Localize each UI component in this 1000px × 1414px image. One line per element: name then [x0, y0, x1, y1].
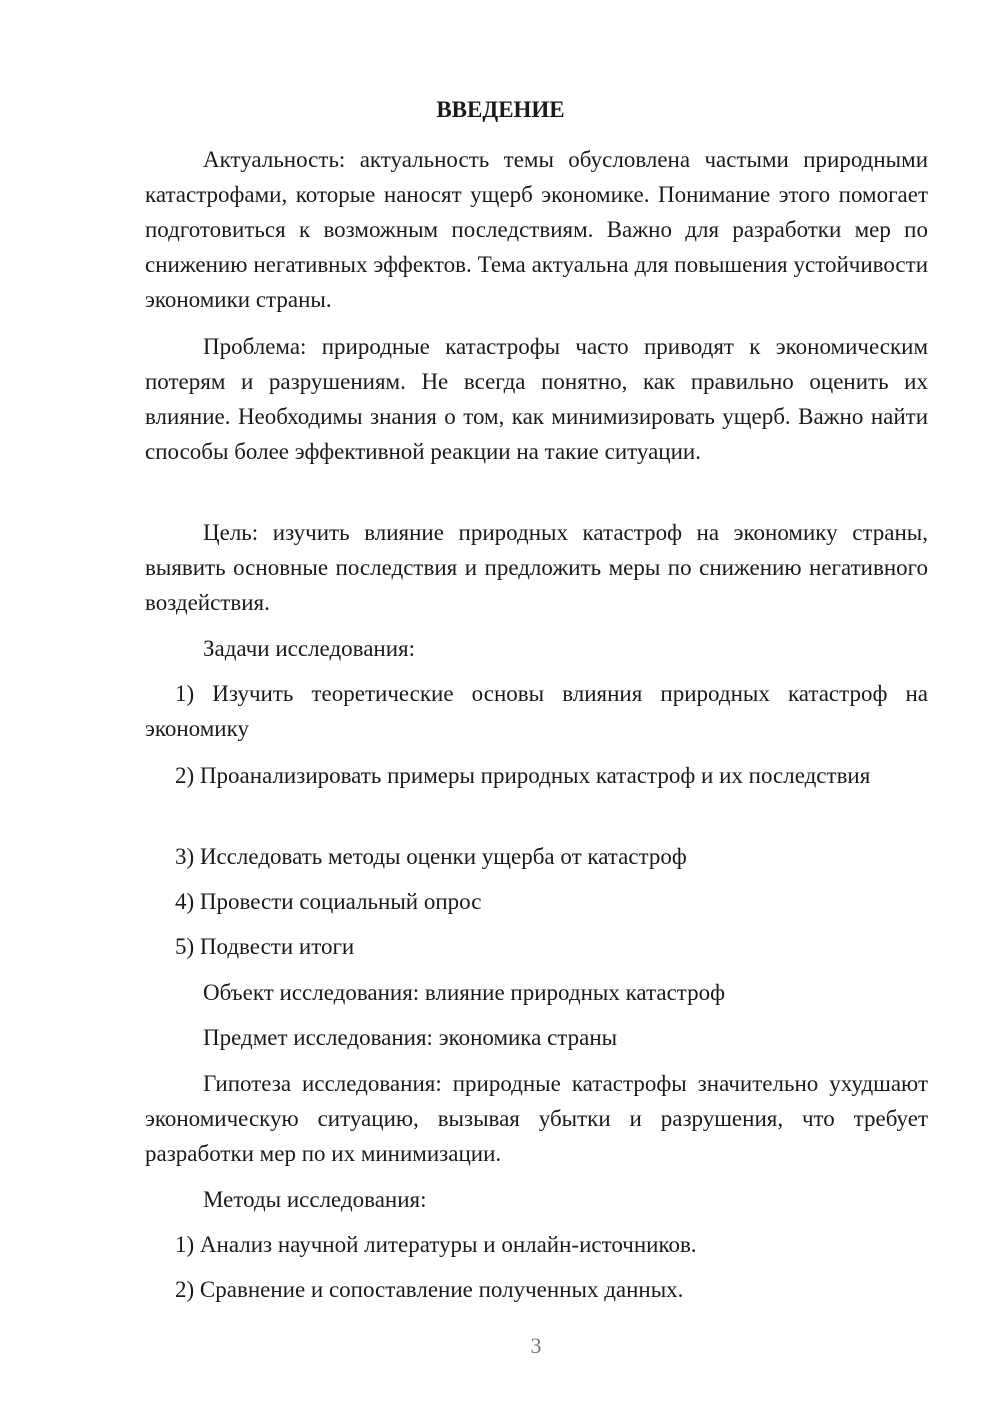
- task-item-2: 2) Проанализировать примеры природных катастроф и их последствия: [175, 763, 871, 788]
- page-title: ВВЕДЕНИЕ: [436, 97, 565, 122]
- hypothesis-paragraph: Гипотеза исследования: природные катастрофы значительно ухудшают экономическую ситуацию, вызывая убытки и разрушения, что требует разработки мер по их минимизации.: [145, 1071, 928, 1166]
- goal-paragraph: Цель: изучить влияние природных катастроф на экономику страны, выявить основные последствия и предложить меры по снижению негативного воздействия.: [145, 520, 928, 615]
- task-item-4: 4) Провести социальный опрос: [175, 889, 482, 914]
- relevance-paragraph: Актуальность: актуальность темы обусловлена частыми природными катастрофами, которые наносят ущерб экономике. Понимание этого помогает подготовиться к возможным последствиям. Важно для разработки мер по снижению негативных эффектов. Тема актуальна для повышения устойчивости экономики страны.: [145, 147, 928, 312]
- research-subject: Предмет исследования: экономика страны: [203, 1025, 618, 1050]
- task-item-5: 5) Подвести итоги: [175, 934, 355, 959]
- method-item-1: 1) Анализ научной литературы и онлайн-источников.: [175, 1232, 697, 1257]
- tasks-heading: Задачи исследования:: [203, 636, 416, 661]
- page-number: 3: [530, 1333, 542, 1358]
- methods-heading: Методы исследования:: [203, 1187, 427, 1212]
- task-item-3: 3) Исследовать методы оценки ущерба от катастроф: [175, 844, 687, 869]
- research-object: Объект исследования: влияние природных катастроф: [203, 980, 726, 1005]
- method-item-2: 2) Сравнение и сопоставление полученных данных.: [175, 1277, 684, 1302]
- problem-paragraph: Проблема: природные катастрофы часто приводят к экономическим потерям и разрушениям. Не всегда понятно, как правильно оценить их влияние. Необходимы знания о том, как минимизировать ущерб. Важно найти способы более эффективной реакции на такие ситуации.: [145, 334, 928, 464]
- task-item-1: 1) Изучить теоретические основы влияния природных катастроф на экономику: [145, 681, 928, 741]
